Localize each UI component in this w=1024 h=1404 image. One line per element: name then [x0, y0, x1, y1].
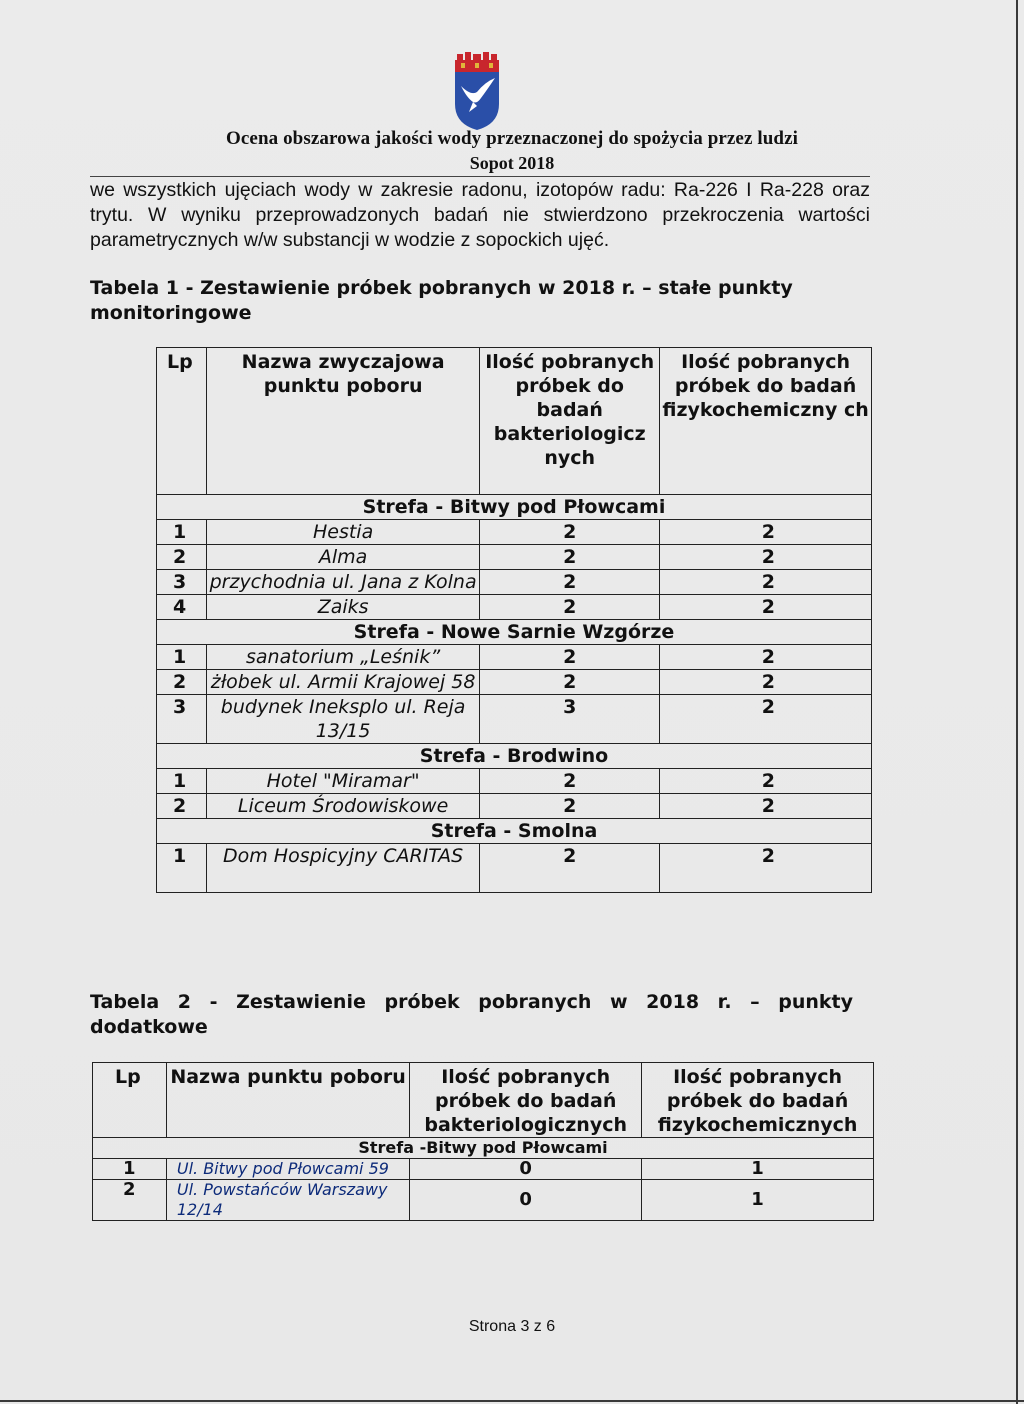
row-name: przychodnia ul. Jana z Kolna: [206, 570, 479, 595]
table1-zone-row: [157, 744, 872, 769]
row-phys: 2: [660, 520, 872, 545]
table1-header-lp: Lp: [157, 348, 207, 495]
row-phys: 2: [660, 769, 872, 794]
row-phys: 2: [660, 645, 872, 670]
row-bact: 2: [480, 545, 660, 570]
row-name: Hotel "Miramar": [206, 769, 479, 794]
table2-header-bact: Ilość pobranych próbek do badań bakteriologicznych: [410, 1063, 642, 1138]
row-phys: 2: [660, 570, 872, 595]
table-row: [93, 1159, 874, 1180]
row-lp: 2: [157, 545, 207, 570]
table2-caption: Tabela 2 - Zestawienie próbek pobranych w 2018 r. – punkty dodatkowe: [90, 991, 854, 1038]
row-phys: 2: [660, 695, 872, 744]
row-phys: 1: [642, 1159, 874, 1180]
row-lp: 2: [93, 1180, 167, 1221]
row-bact: 0: [410, 1159, 642, 1180]
header-divider: [90, 176, 870, 177]
table-row: [157, 570, 872, 595]
table1-zone-row: [157, 819, 872, 844]
intro-text: we wszystkich ujęciach wody w zakresie radonu, izotopów radu: Ra-226 I Ra-228 oraz trytu. W wyniku przeprowadzonych badań nie stwierdzono przekroczenia wartości parametrycznych w/w substancji w wodzie z sopockich ujęć.: [90, 179, 870, 251]
zone-label: Strefa - Nowe Sarnie Wzgórze: [157, 620, 872, 645]
page-edge-bottom: [0, 1400, 1024, 1402]
row-name: żłobek ul. Armii Krajowej 58: [206, 670, 479, 695]
row-name: Hestia: [206, 520, 479, 545]
row-phys: 2: [660, 595, 872, 620]
row-phys: 2: [660, 670, 872, 695]
table1: [156, 347, 872, 893]
zone-label: Strefa - Bitwy pod Płowcami: [157, 495, 872, 520]
table-row: [157, 695, 872, 744]
table2-header-row: [93, 1063, 874, 1138]
row-lp: 4: [157, 595, 207, 620]
row-bact: 2: [480, 645, 660, 670]
table-row: [157, 844, 872, 893]
row-bact: 2: [480, 769, 660, 794]
zone-label: Strefa - Smolna: [157, 819, 872, 844]
table-row: [93, 1180, 874, 1221]
table-row: [157, 794, 872, 819]
row-bact: 2: [480, 595, 660, 620]
table-row: [157, 670, 872, 695]
row-phys: 2: [660, 844, 872, 893]
table-row: [157, 595, 872, 620]
table-row: [157, 645, 872, 670]
row-bact: 2: [480, 794, 660, 819]
table1-caption: Tabela 1 - Zestawienie próbek pobranych w 2018 r. – stałe punkty monitoringowe: [90, 277, 793, 324]
document-header-subtitle: Sopot 2018: [469, 153, 555, 173]
row-bact: 2: [480, 844, 660, 893]
zone-label: Strefa - Brodwino: [157, 744, 872, 769]
table2-header-lp: Lp: [93, 1063, 167, 1138]
row-phys: 2: [660, 545, 872, 570]
row-bact: 2: [480, 570, 660, 595]
row-name: Ul. Bitwy pod Płowcami 59: [166, 1159, 409, 1180]
page-edge-right: [1016, 0, 1018, 1404]
row-name: Zaiks: [206, 595, 479, 620]
table2-header-name: Nazwa punktu poboru: [166, 1063, 409, 1138]
table-row: [157, 545, 872, 570]
table1-header-phys: Ilość pobranych próbek do badań fizykochemiczny ch: [660, 348, 872, 495]
zone-label: Strefa -Bitwy pod Płowcami: [93, 1138, 874, 1159]
row-name: Liceum Środowiskowe: [206, 794, 479, 819]
row-lp: 1: [157, 844, 207, 893]
intro-paragraph: [90, 178, 870, 253]
row-phys: 2: [660, 794, 872, 819]
table1-header-bact: Ilość pobranych próbek do badań bakteriologicz nych: [480, 348, 660, 495]
table2-header-phys: Ilość pobranych próbek do badań fizykochemicznych: [642, 1063, 874, 1138]
row-lp: 1: [93, 1159, 167, 1180]
row-name: sanatorium „Leśnik”: [206, 645, 479, 670]
table1-header-name: Nazwa zwyczajowa punktu poboru: [206, 348, 479, 495]
row-bact: 3: [480, 695, 660, 744]
row-lp: 1: [157, 520, 207, 545]
table1-zone-row: [157, 495, 872, 520]
sopot-coat-of-arms-icon: [451, 52, 503, 132]
row-name: Dom Hospicyjny CARITAS: [206, 844, 479, 893]
row-name: Alma: [206, 545, 479, 570]
row-bact: 0: [410, 1180, 642, 1221]
table2: [92, 1062, 874, 1221]
row-lp: 2: [157, 794, 207, 819]
table2-zone-row: [93, 1138, 874, 1159]
table1-header-row: [157, 348, 872, 495]
row-name: Ul. Powstańców Warszawy 12/14: [166, 1180, 409, 1221]
row-lp: 3: [157, 695, 207, 744]
table-row: [157, 769, 872, 794]
row-lp: 1: [157, 645, 207, 670]
row-lp: 1: [157, 769, 207, 794]
table1-zone-row: [157, 620, 872, 645]
document-header-title: Ocena obszarowa jakości wody przeznaczonej do spożycia przez ludzi: [226, 128, 798, 149]
row-phys: 1: [642, 1180, 874, 1221]
row-bact: 2: [480, 670, 660, 695]
table-row: [157, 520, 872, 545]
page-number: Strona 3 z 6: [468, 1318, 556, 1335]
row-bact: 2: [480, 520, 660, 545]
row-lp: 2: [157, 670, 207, 695]
row-lp: 3: [157, 570, 207, 595]
row-name: budynek Ineksplo ul. Reja 13/15: [206, 695, 479, 744]
